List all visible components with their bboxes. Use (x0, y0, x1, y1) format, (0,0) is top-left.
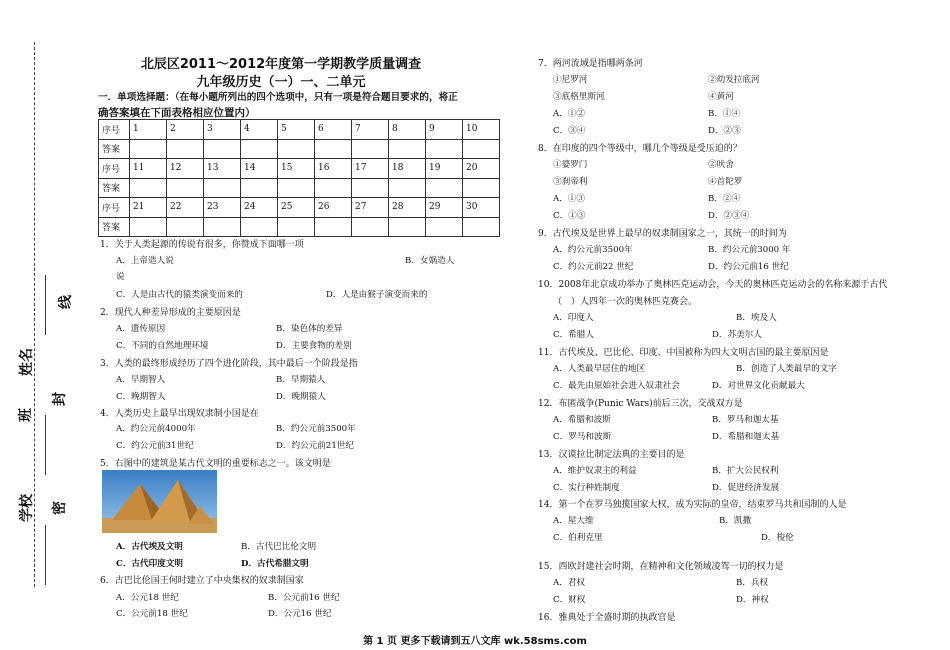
table-cell: 10 (463, 120, 500, 140)
item: ①尼罗河 (553, 75, 588, 85)
margin-school-label: 学校 (19, 494, 35, 522)
answer-cell[interactable] (426, 139, 463, 159)
answer-table (98, 119, 500, 237)
answer-cell[interactable] (352, 217, 389, 237)
table-row (99, 217, 500, 237)
option[interactable]: A．约公元前3500年 (553, 245, 633, 255)
table-cell: 22 (167, 198, 204, 218)
answer-cell[interactable] (241, 217, 278, 237)
option[interactable]: D．苏美尔人 (712, 330, 762, 340)
table-cell: 答案 (99, 139, 130, 159)
option[interactable]: B．约公元前3000 年 (708, 245, 791, 255)
option[interactable]: A．人类最早居住的地区 (553, 364, 646, 374)
option[interactable]: C．约公元前31世纪 (116, 441, 194, 451)
answer-cell[interactable] (389, 217, 426, 237)
option[interactable]: A．①② (553, 109, 585, 119)
option[interactable]: B．埃及人 (736, 313, 777, 323)
option[interactable]: A．①③ (553, 194, 585, 204)
table-cell: 20 (463, 159, 500, 179)
option[interactable]: C．人是由古代的猿类演变而来的 (116, 290, 243, 300)
option[interactable]: C．财权 (553, 595, 586, 605)
option-continued: 说 (116, 272, 125, 282)
question-15: 15．西欧封建社会时期，在精神和文化领域凌驾一切的权力是 (538, 562, 784, 572)
table-row (99, 120, 500, 140)
option[interactable]: C．希腊人 (553, 330, 594, 340)
answer-cell[interactable] (389, 139, 426, 159)
question-14: 14．第一个在罗马独揽国家大权，成为实际的皇帝，结束罗马共和国制的人是 (538, 500, 847, 510)
table-cell: 21 (130, 198, 167, 218)
option[interactable]: C．晚期智人 (116, 392, 166, 402)
table-cell: 8 (389, 120, 426, 140)
page-footer: 第 1 页 更多下载请到五八文库 wk.58sms.com (363, 636, 587, 647)
option[interactable]: D．约公元前21世纪 (276, 441, 354, 451)
table-cell: 24 (241, 198, 278, 218)
option[interactable]: C．最先由原始社会进入奴隶社会 (553, 381, 680, 391)
answer-cell[interactable] (167, 139, 204, 159)
table-cell: 序号 (99, 159, 130, 179)
table-row (99, 198, 500, 218)
question-8: 8．在印度的四个等级中，哪几个等级是受压迫的？ (538, 144, 742, 154)
option[interactable]: C．①③ (553, 211, 586, 221)
margin-underline (45, 415, 46, 475)
option[interactable]: D．希腊和迦太基 (712, 432, 780, 442)
table-cell: 2 (167, 120, 204, 140)
option[interactable]: B．凯撒 (719, 516, 752, 526)
table-row (99, 139, 500, 159)
answer-cell[interactable] (463, 178, 500, 198)
answer-cell[interactable] (463, 139, 500, 159)
question-3: 3．人类的最终形成经历了四个进化阶段，其中最后一个阶段是指 (100, 359, 358, 369)
answer-cell[interactable] (130, 139, 167, 159)
instructions-line-1: 一．单项选择题：（在每小题所列出的四个选项中，只有一项是符合题目要求的，将正 (98, 92, 458, 103)
margin-secret-label: 密 (52, 501, 68, 515)
table-cell: 17 (352, 159, 389, 179)
option[interactable]: B．古代巴比伦文明 (241, 542, 317, 552)
answer-cell[interactable] (204, 178, 241, 198)
option[interactable]: B．女娲造人 (405, 256, 455, 266)
answer-cell[interactable] (241, 139, 278, 159)
option[interactable]: B．创造了人类最早的文字 (736, 364, 837, 374)
option[interactable]: A．维护奴隶主的利益 (553, 466, 637, 476)
option[interactable]: D．②③④ (708, 211, 750, 221)
table-cell: 16 (315, 159, 352, 179)
answer-cell[interactable] (278, 178, 315, 198)
option[interactable]: A．早期智人 (116, 375, 166, 385)
option[interactable]: C．公元前18 世纪 (116, 609, 188, 619)
option[interactable]: B．①④ (708, 109, 741, 119)
option[interactable]: B．约公元前3500年 (276, 424, 356, 434)
option[interactable]: A．君权 (553, 578, 585, 588)
item: ④黄河 (708, 92, 734, 102)
item: ③底格里斯河 (553, 92, 605, 102)
table-cell: 25 (278, 198, 315, 218)
option[interactable]: D．古代希腊文明 (241, 559, 309, 569)
question-2: 2．现代人种差异形成的主要原因是 (100, 308, 241, 318)
option[interactable]: B．罗马和迦太基 (712, 415, 779, 425)
question-4: 4．人类历史上最早出现奴隶制小国是在 (100, 409, 259, 419)
answer-cell[interactable] (426, 217, 463, 237)
table-cell: 18 (389, 159, 426, 179)
option[interactable]: D．约公元前16 世纪 (708, 262, 789, 272)
option[interactable]: D．公元16 世纪 (268, 609, 332, 619)
option[interactable]: A．公元18 世纪 (116, 593, 179, 603)
option[interactable]: D．人是由猴子演变而来的 (326, 290, 428, 300)
question-5: 5．右图中的建筑是某古代文明的重要标志之一。该文明是 (100, 459, 331, 469)
table-row (99, 178, 500, 198)
option[interactable]: A．遗传原因 (116, 324, 166, 334)
answer-cell[interactable] (130, 217, 167, 237)
option[interactable]: D．②③ (708, 126, 741, 136)
answer-cell[interactable] (352, 139, 389, 159)
table-cell: 11 (130, 159, 167, 179)
option[interactable]: C．约公元前22 世纪 (553, 262, 634, 272)
question-13: 13．汉谟拉比制定法典的主要目的是 (538, 450, 685, 460)
option[interactable]: D．促进经济发展 (712, 483, 780, 493)
answer-cell[interactable] (315, 178, 352, 198)
answer-cell[interactable] (204, 217, 241, 237)
table-cell: 28 (389, 198, 426, 218)
question-10: 10．2008年北京成功举办了奥林匹克运动会，今天的奥林匹克运动会的名称来源于古代 (538, 280, 888, 290)
pyramid-photo-icon (102, 470, 217, 533)
option[interactable]: D．神权 (736, 595, 769, 605)
option[interactable]: A．上帝造人说 (116, 256, 174, 266)
table-cell: 23 (204, 198, 241, 218)
question-11: 11．古代埃及、巴比伦、印度、中国被称为四大文明古国的最主要原因是 (538, 348, 829, 358)
table-cell: 26 (315, 198, 352, 218)
table-cell: 13 (204, 159, 241, 179)
margin-seal-label: 封 (52, 392, 68, 406)
table-cell: 7 (352, 120, 389, 140)
answer-cell[interactable] (463, 217, 500, 237)
table-cell: 1 (130, 120, 167, 140)
item: ①婆罗门 (553, 160, 588, 170)
option[interactable]: A．希腊和波斯 (553, 415, 611, 425)
answer-cell[interactable] (241, 178, 278, 198)
table-cell: 序号 (99, 120, 130, 140)
table-cell: 12 (167, 159, 204, 179)
option[interactable]: D．主要食物的差别 (276, 341, 352, 351)
table-cell: 29 (426, 198, 463, 218)
answer-cell[interactable] (352, 178, 389, 198)
question-16: 16．雅典处于全盛时期的执政官是 (538, 613, 676, 623)
table-cell: 4 (241, 120, 278, 140)
table-cell: 3 (204, 120, 241, 140)
table-cell: 27 (352, 198, 389, 218)
option[interactable]: C．实行种姓制度 (553, 483, 620, 493)
table-cell: 30 (463, 198, 500, 218)
question-12: 12．布匿战争(Punic Wars)前后三次，交战双方是 (538, 399, 743, 409)
option[interactable]: A．约公元前4000年 (116, 424, 196, 434)
item: ④首陀罗 (708, 177, 743, 187)
option[interactable]: B．早期猿人 (276, 375, 326, 385)
question-9: 9．古代埃及是世界上最早的奴隶制国家之一，其统一的时间为 (538, 229, 787, 239)
answer-cell[interactable] (426, 178, 463, 198)
answer-cell[interactable] (167, 178, 204, 198)
table-cell: 答案 (99, 178, 130, 198)
table-cell: 9 (426, 120, 463, 140)
option[interactable]: B．公元前16 世纪 (268, 593, 340, 603)
table-cell: 14 (241, 159, 278, 179)
option[interactable]: C．③④ (553, 126, 586, 136)
option[interactable]: C．伯利克里 (553, 533, 603, 543)
option[interactable]: A．古代埃及文明 (116, 542, 183, 552)
option[interactable]: B．染色体的差异 (276, 324, 343, 334)
option[interactable]: C．不同的自然地理环境 (116, 341, 209, 351)
page-subtitle: 九年级历史（一）一、二单元 (196, 75, 366, 90)
margin-class-label: 班 (18, 408, 34, 422)
answer-cell[interactable] (278, 139, 315, 159)
answer-cell[interactable] (167, 217, 204, 237)
answer-cell[interactable] (278, 217, 315, 237)
option[interactable]: B．兵权 (736, 578, 769, 588)
item: ②幼发拉底河 (708, 75, 760, 85)
option[interactable]: C．古代印度文明 (116, 559, 183, 569)
question-6: 6．古巴比伦国王何时建立了中央集权的奴隶制国家 (100, 576, 304, 586)
answer-cell[interactable] (389, 178, 426, 198)
answer-cell[interactable] (315, 217, 352, 237)
option[interactable]: B．②④ (708, 194, 741, 204)
option[interactable]: D．对世界文化贡献最大 (712, 381, 805, 391)
option[interactable]: B．扩大公民权利 (712, 466, 779, 476)
question-10-continued: （ ）人四年一次的奥林匹克赛会。 (553, 297, 698, 307)
table-row (99, 159, 500, 179)
answer-cell[interactable] (130, 178, 167, 198)
table-cell: 答案 (99, 217, 130, 237)
table-cell: 5 (278, 120, 315, 140)
margin-line-label: 线 (58, 295, 74, 309)
margin-underline (45, 275, 46, 335)
option[interactable]: C．罗马和波斯 (553, 432, 612, 442)
table-cell: 6 (315, 120, 352, 140)
table-cell: 19 (426, 159, 463, 179)
question-7: 7．两河流域是指哪两条河 (538, 59, 643, 69)
option[interactable]: D．晚期猿人 (276, 392, 326, 402)
option[interactable]: D．梭伦 (761, 533, 794, 543)
margin-name-label: 姓名 (19, 348, 35, 376)
instructions-line-2: 确答案填在下面表格相应位置内） (98, 107, 256, 119)
item: ②吠舍 (708, 160, 734, 170)
table-cell: 15 (278, 159, 315, 179)
page-title: 北辰区2011～2012年度第一学期教学质量调查 (140, 57, 422, 72)
option[interactable]: A．屋大维 (553, 516, 594, 526)
answer-cell[interactable] (204, 139, 241, 159)
option[interactable]: A．印度人 (553, 313, 594, 323)
item: ③刹帝利 (553, 177, 588, 187)
margin-underline (45, 525, 46, 585)
answer-cell[interactable] (315, 139, 352, 159)
table-cell: 序号 (99, 198, 130, 218)
question-1: 1．关于人类起源的传说有很多，你赞成下面哪一项 (100, 240, 304, 250)
